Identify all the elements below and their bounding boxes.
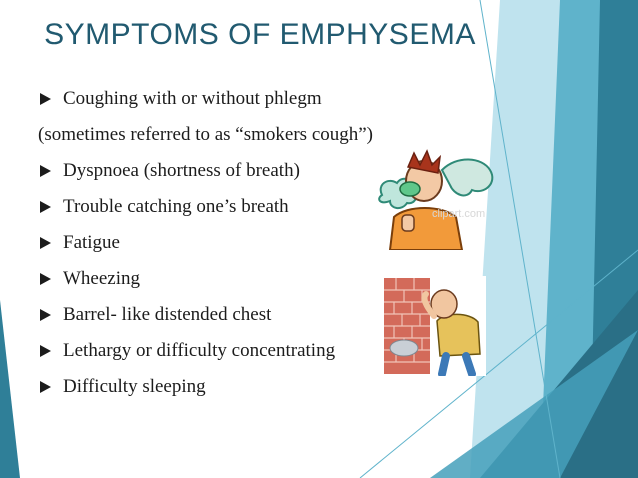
- bullet-arrow-icon: [40, 381, 51, 393]
- svg-text:clipart.com: clipart.com: [432, 208, 486, 220]
- bullet-arrow-icon: [40, 165, 51, 177]
- coughing-man-clipart: [372, 145, 502, 250]
- slide-title: SYMPTOMS OF EMPHYSEMA: [44, 18, 476, 51]
- man-leaning-on-wall-clipart: [382, 276, 486, 376]
- slide: SYMPTOMS OF EMPHYSEMA Coughing with or without phlegm (sometimes referred to as “smokers cough”) Dyspnoea (shortness of breath) Trouble catching one’s breath Fatigue Wheezing Barrel- like distended chest Lethargy or difficulty concentrating Difficulty sleeping clipart.com: [0, 0, 638, 478]
- bullet-arrow-icon: [40, 273, 51, 285]
- bullet-arrow-icon: [40, 237, 51, 249]
- bottom-left-triangle: [0, 300, 20, 478]
- bullet-arrow-icon: [40, 201, 51, 213]
- bullet-arrow-icon: [40, 93, 51, 105]
- bullet-arrow-icon: [40, 309, 51, 321]
- bullet-arrow-icon: [40, 345, 51, 357]
